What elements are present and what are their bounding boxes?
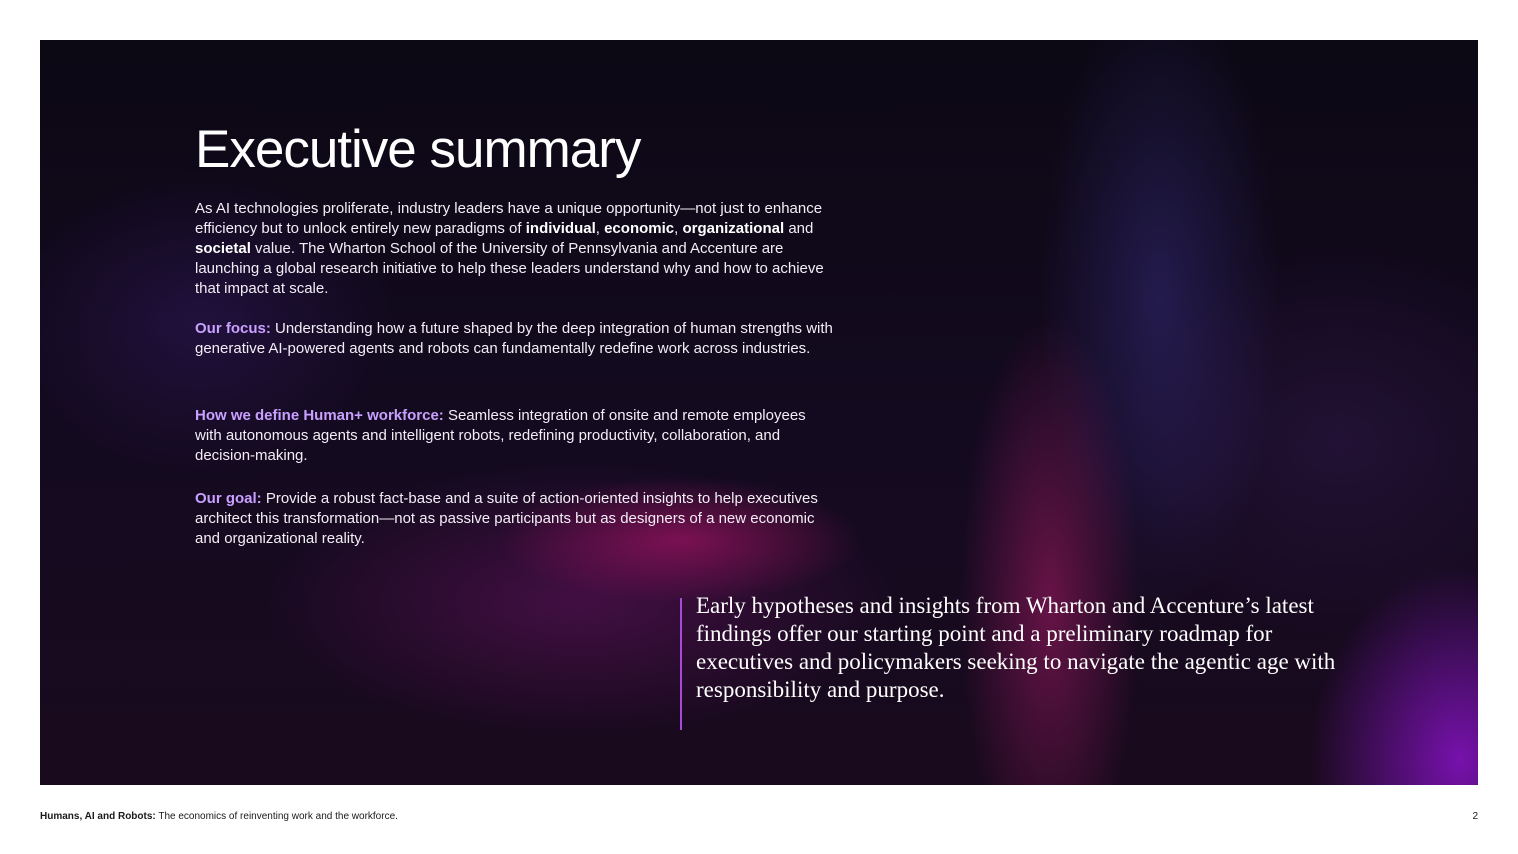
definition-paragraph <box>195 406 835 466</box>
goal-paragraph <box>195 489 835 549</box>
footer-title-rest: The economics of reinventing work and the workforce. <box>155 811 398 822</box>
intro-bold-organizational: organizational <box>682 220 785 237</box>
focus-label: Our focus: <box>195 320 271 337</box>
intro-bold-economic: economic <box>604 220 675 237</box>
intro-text-4: and <box>784 220 814 237</box>
hero-panel <box>40 40 1478 785</box>
page-number: 2 <box>1472 811 1478 822</box>
focus-paragraph <box>195 319 835 359</box>
intro-bold-individual: individual <box>525 220 596 237</box>
quote-rule <box>680 598 682 730</box>
intro-paragraph <box>195 199 835 299</box>
intro-text-2: , <box>595 220 605 237</box>
intro-text-5: value. The Wharton School of the University of Pennsylvania and Accenture are launching a global research initiative to help these leaders understand why and how to achieve that impact at scale. <box>195 240 824 297</box>
focus-text: Understanding how a future shaped by the deep integration of human strengths with generative AI-powered agents and robots can fundamentally redefine work across industries. <box>195 320 833 357</box>
intro-text-3: , <box>674 220 683 237</box>
footer-title <box>40 811 398 822</box>
page-title: Executive summary <box>195 120 641 179</box>
goal-text: Provide a robust fact-base and a suite of action-oriented insights to help executives architect this transformation—not as passive participants but as designers of a new economic and organizational reality. <box>195 490 818 547</box>
definition-label: How we define Human+ workforce: <box>195 407 444 424</box>
goal-label: Our goal: <box>195 490 262 507</box>
intro-text-1: As AI technologies proliferate, industry leaders have a unique opportunity—not just to enhance efficiency but to unlock entirely new paradigms of <box>195 200 823 237</box>
definition-text: Seamless integration of onsite and remote employees with autonomous agents and intelligent robots, redefining productivity, collaboration, and decision-making. <box>195 407 806 464</box>
pull-quote: Early hypotheses and insights from Wharton and Accenture’s latest findings offer our starting point and a preliminary roadmap for executives and policymakers seeking to navigate the agentic age with responsibility and purpose. <box>696 593 1336 702</box>
intro-bold-societal: societal <box>195 240 251 257</box>
footer-title-bold: Humans, AI and Robots: <box>40 811 156 822</box>
